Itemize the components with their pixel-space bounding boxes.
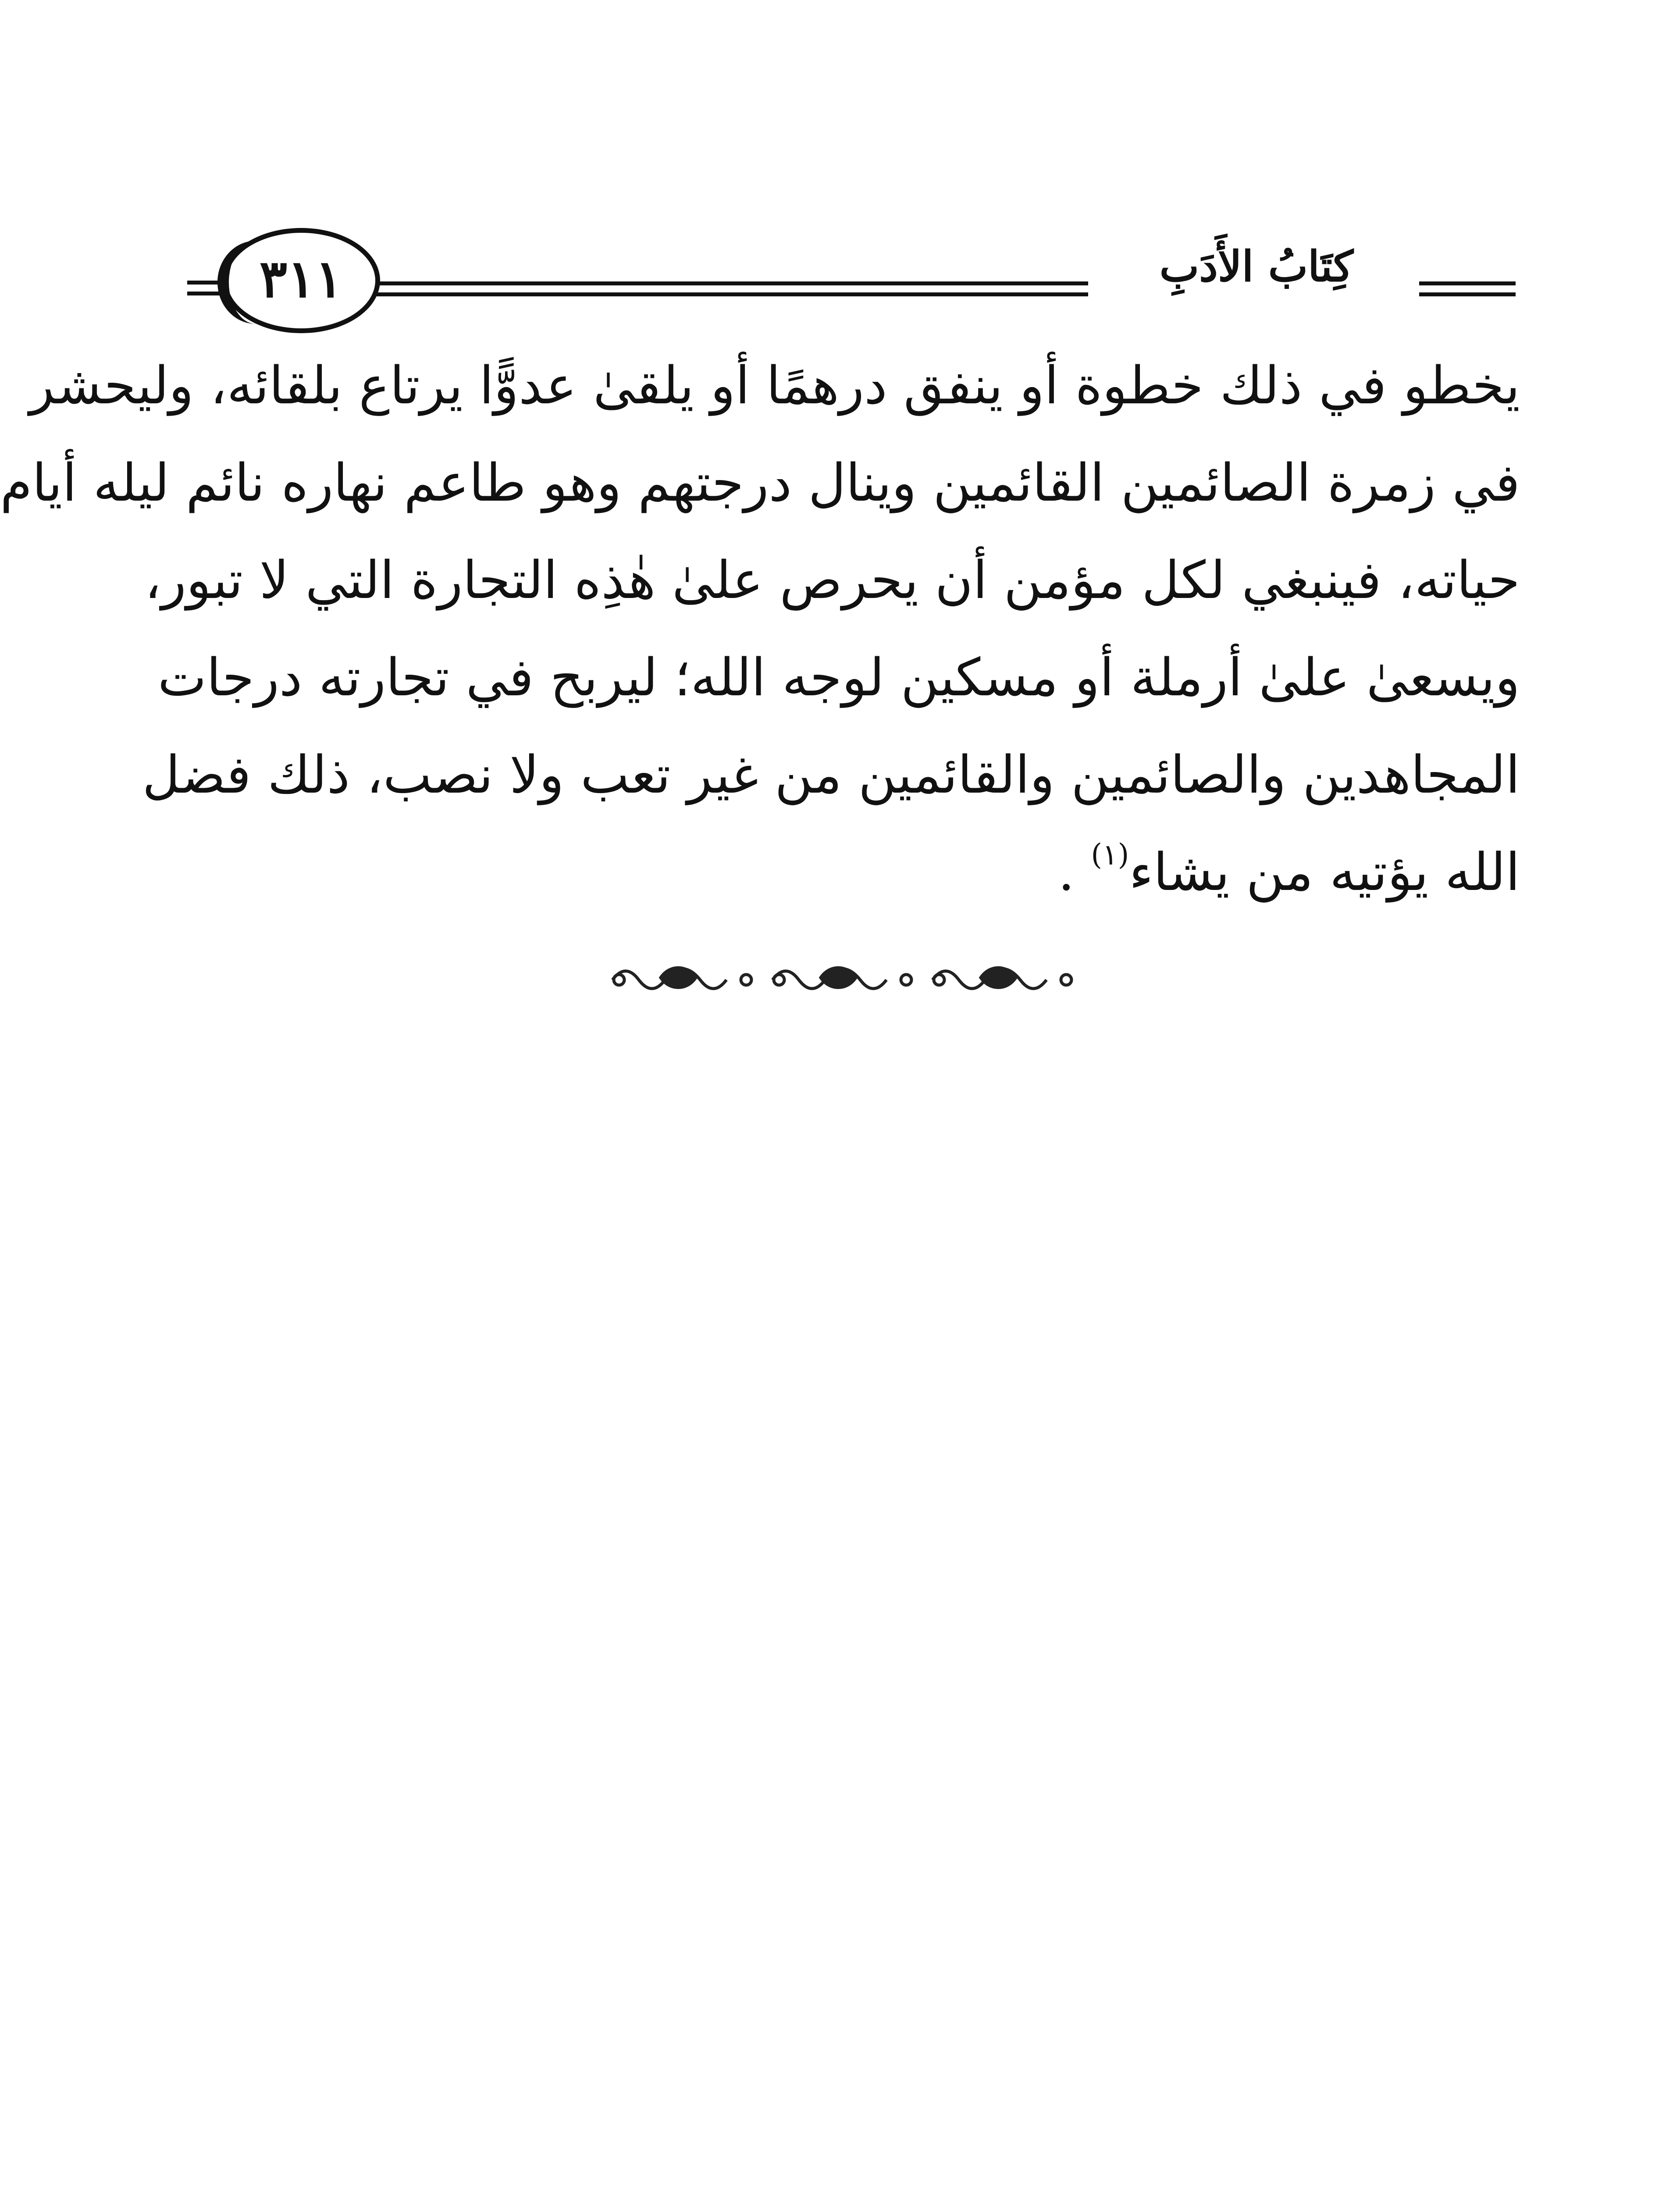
page-number: ٣١١ <box>259 248 343 309</box>
body-text <box>0 355 1520 943</box>
text-line: في زمرة الصائمين القائمين وينال درجتهم وهو طاعم نهاره نائم ليله أيام <box>0 452 1520 513</box>
running-header <box>187 228 1516 342</box>
header-rule-right <box>1419 281 1516 303</box>
text-line-final: الله يؤتيه من يشاء <box>1129 842 1520 902</box>
text-line: المجاهدين والصائمين والقائمين من غير تعب ولا نصب، ذلك فضل <box>142 744 1520 805</box>
header-rule-left <box>360 281 1088 303</box>
page-number-badge <box>222 228 380 333</box>
text-line: حياته، فينبغي لكل مؤمن أن يحرص علىٰ هٰذِه التجارة التي لا تبور، <box>144 550 1520 610</box>
footnote-reference: (١) <box>1091 838 1129 872</box>
text-line: يخطو في ذلك خطوة أو ينفق درهمًا أو يلقىٰ عدوًّا يرتاع بلقائه، وليحشر <box>29 355 1520 416</box>
text-line: ويسعىٰ علىٰ أرملة أو مسكين لوجه الله؛ ليربح في تجارته درجات <box>157 647 1520 708</box>
book-title: كِتَابُ الأَدَبِ <box>1159 242 1353 291</box>
section-divider-ornament <box>608 954 1086 1002</box>
sentence-end: . <box>1058 842 1091 902</box>
text-line-last <box>187 838 1520 943</box>
